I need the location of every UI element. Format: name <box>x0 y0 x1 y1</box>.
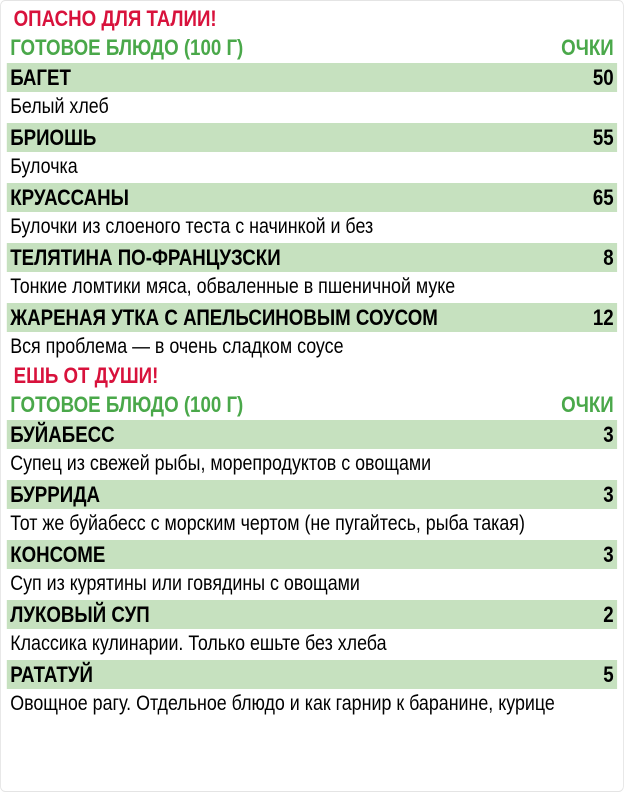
dish-description: Вся проблема — в очень сладком соусе <box>10 335 344 358</box>
dish-points: 12 <box>592 305 614 330</box>
column-dish-label: ГОТОВОЕ БЛЮДО (100 Г) <box>10 35 244 60</box>
dish-row <box>7 480 617 509</box>
dish-points: 3 <box>603 482 614 507</box>
dish-points: 3 <box>603 422 614 447</box>
dish-row <box>7 183 617 212</box>
dish-row <box>7 600 617 629</box>
dish-name: КОНСОМЕ <box>10 542 106 567</box>
dish-description: Супец из свежей рыбы, морепродуктов с овощами <box>10 452 432 475</box>
dish-row <box>7 243 617 272</box>
column-points-label: ОЧКИ <box>561 35 614 60</box>
dish-row <box>7 420 617 449</box>
dish-name: БУЙАБЕСС <box>10 422 115 447</box>
dish-description: Тонкие ломтики мяса, обваленные в пшеничной муке <box>10 275 456 298</box>
dish-row <box>7 303 617 332</box>
column-header <box>7 33 617 62</box>
dish-points: 8 <box>603 245 614 270</box>
section-title: ЕШЬ ОТ ДУШИ! <box>13 363 159 388</box>
dish-name: БАГЕТ <box>10 65 71 90</box>
dish-points: 2 <box>603 602 614 627</box>
dish-row <box>7 540 617 569</box>
section-title: ОПАСНО ДЛЯ ТАЛИИ! <box>13 6 217 31</box>
dish-points: 5 <box>603 662 614 687</box>
dish-description: Булочка <box>10 155 78 178</box>
dish-description: Булочки из слоеного теста с начинкой и без <box>10 215 374 238</box>
dish-points: 55 <box>592 125 614 150</box>
dish-points: 50 <box>592 65 614 90</box>
dish-name: ТЕЛЯТИНА ПО-ФРАНЦУЗСКИ <box>10 245 281 270</box>
dish-description: Суп из курятины или говядины с овощами <box>10 572 360 595</box>
dish-name: БУРРИДА <box>10 482 101 507</box>
column-header <box>7 390 617 419</box>
dish-row <box>7 123 617 152</box>
dish-name: РАТАТУЙ <box>10 662 93 687</box>
dish-name: ЛУКОВЫЙ СУП <box>10 602 150 627</box>
dish-description: Овощное рагу. Отдельное блюдо и как гарнир к баранине, курице <box>10 692 555 715</box>
dish-description: Белый хлеб <box>10 95 109 118</box>
column-dish-label: ГОТОВОЕ БЛЮДО (100 Г) <box>10 392 244 417</box>
dish-name: БРИОШЬ <box>10 125 97 150</box>
dish-description: Классика кулинарии. Только ешьте без хлеба <box>10 632 387 655</box>
dish-points: 3 <box>603 542 614 567</box>
dish-name: ЖАРЕНАЯ УТКА С АПЕЛЬСИНОВЫМ СОУСОМ <box>10 305 438 330</box>
dish-description: Тот же буйабесс с морским чертом (не пугайтесь, рыба такая) <box>10 512 525 535</box>
dish-points: 65 <box>592 185 614 210</box>
dish-name: КРУАССАНЫ <box>10 185 129 210</box>
dish-row <box>7 63 617 92</box>
column-points-label: ОЧКИ <box>561 392 614 417</box>
dish-row <box>7 660 617 689</box>
